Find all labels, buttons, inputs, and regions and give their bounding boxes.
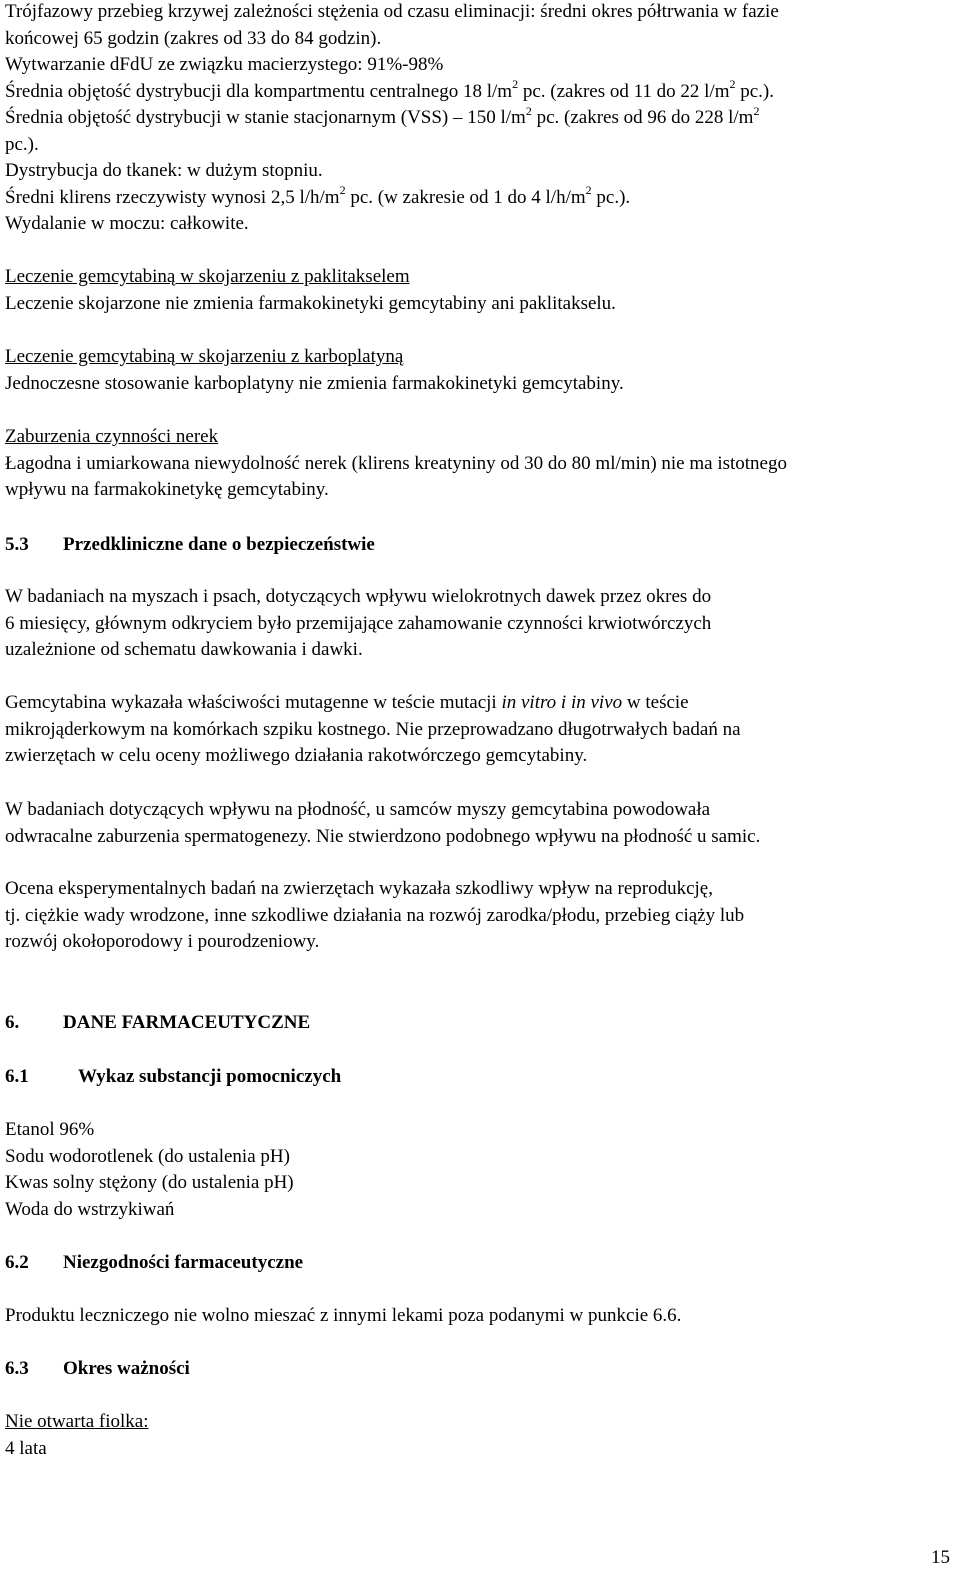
- list-item: Sodu wodorotlenek (do ustalenia pH): [5, 1145, 290, 1167]
- paragraph: Ocena eksperymentalnych badań na zwierzętach wykazała szkodliwy wpływ na reprodukcję, tj. ciężkie wady wrodzone, inne szkodliwe działania na rozwój zarodka/płodu, przebieg ciąży lub rozwój okołoporodowy i pourodzeniowy.: [5, 878, 745, 952]
- paragraph: Jednoczesne stosowanie karboplatyny nie zmienia farmakokinetyki gemcytabiny.: [5, 372, 624, 394]
- pharmacokinetics-block: [5, 0, 779, 238]
- shelf-life-block: [5, 1409, 149, 1462]
- paragraph: Leczenie skojarzone nie zmienia farmakokinetyki gemcytabiny ani paklitakselu.: [5, 292, 616, 314]
- paclitaxel-section: [5, 264, 616, 317]
- carboplatin-section: [5, 344, 624, 397]
- pk-line: pc.).: [5, 133, 39, 155]
- pk-line: Średnia objętość dystrybucji dla kompartmentu centralnego 18 $l/m^2$ pc. (zakres od 11 do 22 $l/m^2$ pc.).: [5, 77, 775, 102]
- pk-line: Wytwarzanie dFdU ze związku macierzystego: 91%-98%: [5, 54, 444, 75]
- paragraph: W badaniach dotyczących wpływu na płodność, u samców myszy gemcytabina powodowała odwracalne zaburzenia spermatogenezy. Nie stwierdzono podobnego wpływu na płodność u samic.: [5, 799, 761, 847]
- page-number: 15: [931, 1547, 950, 1568]
- paragraph: Łagodna i umiarkowana niewydolność nerek (klirens kreatyniny od 30 do 80 ml/min) nie ma istotnego: [5, 452, 787, 474]
- pk-line: Średnia objętość dystrybucji w stanie stacjonarnym (VSS) – 150 $l/m^2$ pc. (zakres od 96 do 228 $l/m^2$: [5, 103, 760, 128]
- renal-section: [5, 424, 787, 504]
- pk-line: Średni klirens rzeczywisty wynosi 2,5 $l/h/m^2$ pc. (w zakresie od 1 do 4 $l/h/m^2$ pc.).: [5, 183, 631, 208]
- section-subheading: Zaburzenia czynności nerek: [5, 426, 219, 447]
- shelf-life-value: 4 lata: [5, 1437, 47, 1459]
- paragraph: Gemcytabina wykazała właściwości mutagenne w teście mutacji in vitro i in vivo w teście mikrojąderkowym na komórkach szpiku kostnego. Nie przeprowadzano długotrwałych badań na zwierzętach w celu oceny możliwego działania rakotwórczego gemcytabiny.: [5, 692, 741, 766]
- section-subheading: Leczenie gemcytabiną w skojarzeniu z karboplatyną: [5, 346, 404, 367]
- pk-line: Trójfazowy przebieg krzywej zależności stężenia od czasu eliminacji: średni okres półtrwania w fazie: [5, 1, 779, 22]
- section-heading-6: 6. DANE FARMACEUTYCZNE: [5, 1012, 311, 1033]
- list-item: Woda do wstrzykiwań: [5, 1198, 175, 1220]
- pk-line: Dystrybucja do tkanek: w dużym stopniu.: [5, 160, 323, 181]
- pk-line: Wydalanie w moczu: całkowite.: [5, 213, 249, 234]
- section-heading-6-3: 6.3 Okres ważności: [5, 1358, 190, 1379]
- list-item: Etanol 96%: [5, 1119, 95, 1140]
- list-item: Kwas solny stężony (do ustalenia pH): [5, 1172, 294, 1193]
- section-subheading: Leczenie gemcytabiną w skojarzeniu z paklitakselem: [5, 266, 410, 287]
- section-heading-6-2: 6.2 Niezgodności farmaceutyczne: [5, 1252, 304, 1273]
- paragraph: wpływu na farmakokinetykę gemcytabiny.: [5, 479, 329, 500]
- section-heading-6-1: 6.1 Wykaz substancji pomocniczych: [5, 1066, 342, 1087]
- section-heading-5-3: 5.3 Przedkliniczne dane o bezpieczeństwie: [5, 534, 375, 555]
- pk-line: końcowej 65 godzin (zakres od 33 do 84 godzin).: [5, 27, 382, 49]
- excipients-list: [5, 1117, 294, 1223]
- paragraph: W badaniach na myszach i psach, dotyczących wpływu wielokrotnych dawek przez okres do 6 miesięcy, głównym odkryciem było przemijające zahamowanie czynności krwiotwórczych uzależnione od schematu dawkowania i dawki.: [5, 586, 712, 660]
- section-subheading: Nie otwarta fiolka:: [5, 1411, 149, 1432]
- paragraph: Produktu leczniczego nie wolno mieszać z innymi lekami poza podanymi w punkcie 6.6.: [5, 1305, 682, 1326]
